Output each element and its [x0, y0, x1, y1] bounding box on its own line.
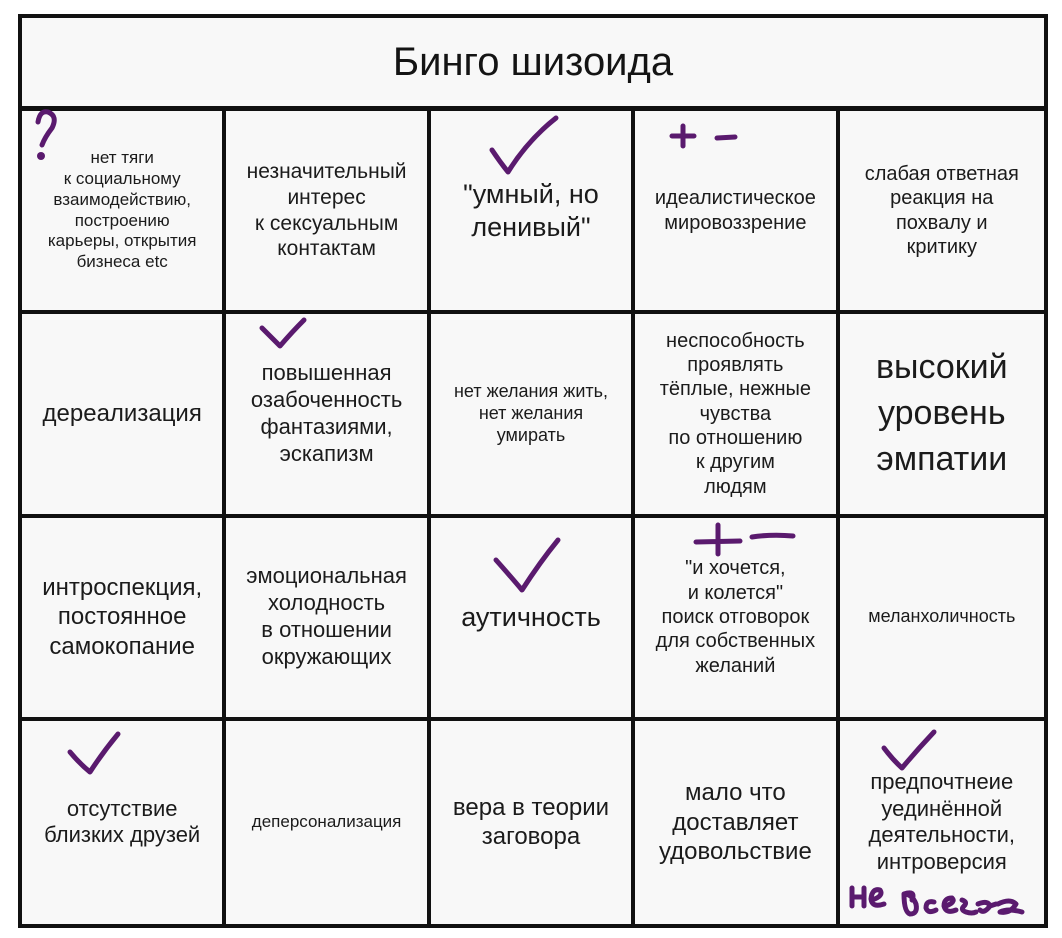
bingo-cell	[431, 518, 635, 721]
bingo-cell-text: предпочтнеие уединённой деятельности, интроверсия	[868, 768, 1016, 875]
bingo-cell-text: интроспекция, постоянное самокопание	[42, 574, 203, 660]
bingo-cell	[226, 314, 430, 517]
bingo-cell-text: незначительный интерес к сексуальным контактам	[246, 160, 407, 261]
bingo-cell	[431, 111, 635, 314]
bingo-board	[18, 14, 1048, 928]
bingo-cell	[635, 721, 839, 924]
bingo-cell	[226, 111, 430, 314]
bingo-grid	[22, 111, 1044, 924]
bingo-cell	[840, 721, 1044, 924]
bingo-cell-text: "умный, но ленивый"	[463, 178, 599, 242]
bingo-cell	[22, 721, 226, 924]
bingo-cell-text: слабая ответная реакция на похвалу и критику	[864, 162, 1019, 259]
bingo-cell	[22, 518, 226, 721]
bingo-cell-text: отсутствие близких друзей	[44, 795, 201, 848]
bingo-cell	[840, 518, 1044, 721]
bingo-cell-text: деперсонализация	[251, 812, 402, 831]
bingo-cell	[840, 111, 1044, 314]
bingo-cell-text: высокий уровень эмпатии	[875, 348, 1008, 478]
bingo-cell	[431, 721, 635, 924]
bingo-cell	[635, 518, 839, 721]
page-title: Бинго шизоида	[22, 18, 1044, 111]
bingo-cell-text: вера в теории заговора	[452, 794, 610, 851]
bingo-cell	[226, 721, 430, 924]
bingo-cell-text: "и хочется, и колется" поиск отговорок для собственных желаний	[655, 557, 816, 677]
bingo-cell	[635, 314, 839, 517]
bingo-cell-text: нет желания жить, нет желания умирать	[453, 380, 608, 445]
bingo-cell	[226, 518, 430, 721]
bingo-cell-text: неспособность проявлять тёплые, нежные чувства по отношению к другим людям	[659, 329, 812, 498]
bingo-cell	[840, 314, 1044, 517]
bingo-cell-text: аутичность	[461, 601, 601, 632]
bingo-cell-text: эмоциональная холодность в отношении окружающих	[246, 563, 407, 669]
bingo-cell-text: идеалистическое мировоззрение	[654, 187, 816, 234]
bingo-cell-text: мало что доставляет удовольствие	[658, 779, 812, 865]
bingo-cell-text: повышенная озабоченность фантазиями, эскапизм	[250, 360, 403, 466]
bingo-cell	[635, 111, 839, 314]
bingo-cell	[22, 111, 226, 314]
bingo-cell-text: дереализация	[42, 400, 202, 428]
bingo-cell-text: нет тяги к социальному взаимодействию, построению карьеры, открытия бизнеса etc	[47, 148, 197, 272]
bingo-cell	[431, 314, 635, 517]
bingo-cell-text: меланхоличность	[868, 606, 1016, 627]
bingo-cell	[22, 314, 226, 517]
